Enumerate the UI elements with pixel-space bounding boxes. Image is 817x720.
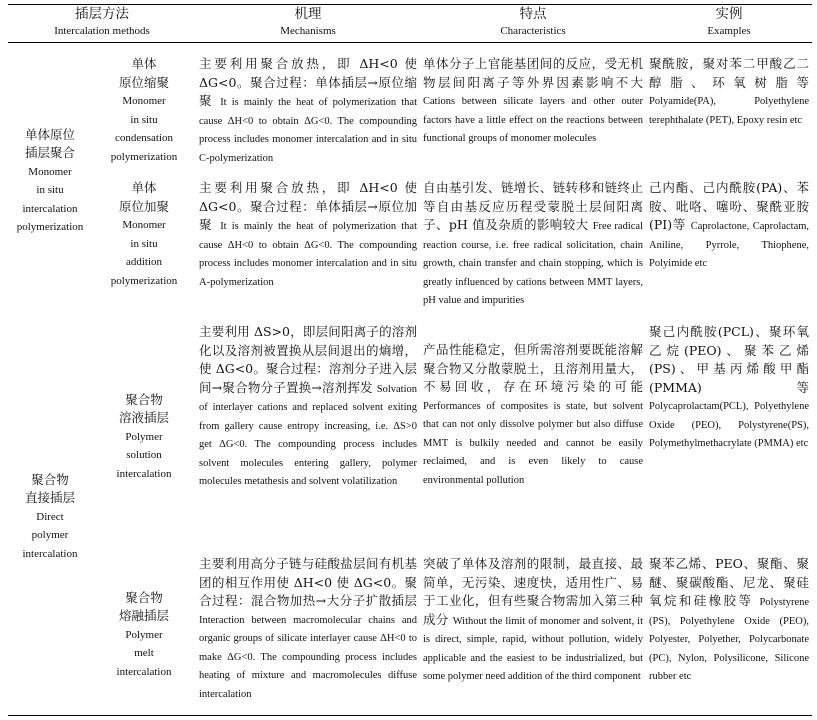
examples-cell: 己内酯、己内酰胺(PA)、苯胺、吡咯、噻吩、聚酰亚胺(PI)等 Caprolactone, Caprolactam, Aniline, Pyrrole, Thiophene, Polyimide etc	[649, 180, 810, 269]
group-monomer-in-situ: 单体原位 插层聚合 Monomer in situ intercalation polymerization	[16, 126, 84, 233]
mechanism-cell: 主要利用 ΔS>0，即层间阳离子的溶剂化以及溶剂被置换从层间退出的熵增，使 ΔG<0。聚合过程：溶剂分子进入层间→聚合物分子置换→溶剂挥发 Solvation of interlayer cations and replaced solvent exiting from gallery cause entropy increasing, i.e. ΔS>0 get ΔG<0. The compounding process includes solvent molecules entering gallery, polymer molecules metathesis and solvent volatilization	[199, 324, 418, 487]
table-row	[8, 551, 812, 716]
subtype-cell: 聚合物 溶液插层 Polymer solution intercalation	[116, 391, 172, 480]
examples-cell: 聚苯乙烯、PEO、聚酯、聚醚、聚碳酸酯、尼龙、聚硅氧烷和硅橡胶等 Polystyrene (PS), Polyethylene Oxide (PEO), Polyester, Polyether, Polycarbonate (PC), Nylon, Polysilicone, Silicone rubber etc	[649, 556, 810, 682]
examples-cell: 聚己内酰胺(PCL)、聚环氧乙烷(PEO)、聚苯乙烯(PS)、甲基丙烯酸甲酯(PMMA)等 Polycaprolactam(PCL), Polyethylene Oxide (PEO), Polystyrene(PS), Polymethylmethacrylate (PMMA) etc	[649, 324, 810, 449]
mechanism-cell: 主要利用聚合放热，即 ΔH<0 使 ΔG<0。聚合过程：单体插层→原位加聚 It is mainly the heat of polymerization that cause ΔH<0 to obtain ΔG<0. The compounding process includes monomer intercalation and in situ A-polymerization	[199, 180, 418, 288]
header-method: 插层方法 Intercalation methods	[54, 6, 150, 37]
table-row	[8, 319, 812, 551]
table-row	[8, 43, 812, 174]
table-row	[8, 173, 812, 319]
header-mechanism: 机理 Mechanisms	[280, 6, 336, 37]
header-examples: 实例 Examples	[707, 6, 751, 37]
characteristics-cell: 自由基引发、链增长、链转移和链终止等自由基反应历程受蒙脱土层间阳离子、pH 值及杂质的影响较大 Free radical reaction course, i.e. free radical solicitation, chain growth, chain transfer and chain stopping, which is greatly influenced by cations between MMT layers, pH value and impurities	[423, 180, 644, 306]
intercalation-methods-table	[8, 4, 812, 716]
group-direct-polymer: 聚合物 直接插层 Direct polymer intercalation	[22, 471, 78, 560]
mechanism-cell: 主要利用聚合放热，即 ΔH<0 使 ΔG<0。聚合过程：单体插层→原位缩聚 It is mainly the heat of polymerization that cause ΔH<0 to obtain ΔG<0. The compounding process includes monomer intercalation and in situ C-polymerization	[199, 56, 418, 164]
header-row	[8, 5, 812, 43]
examples-cell: 聚酰胺，聚对苯二甲酸乙二醇脂、环氧树脂等 Polyamide(PA), Polyethylene terephthalate (PET), Epoxy resin etc	[649, 56, 810, 126]
subtype-cell: 单体 原位缩聚 Monomer in situ condensation polymerization	[110, 56, 178, 163]
characteristics-cell: 突破了单体及溶剂的限制，最直接、最简单，无污染、速度快，适用性广、易于工业化，但有些聚合物需加入第三种成分 Without the limit of monomer and solvent, it is direct, simple, rapid, without pollution, widely applicable and the easiest to be industrialized, but some polymer need addition of the third component	[423, 556, 644, 682]
header-characteristics: 特点 Characteristics	[500, 6, 566, 37]
characteristics-cell: 单体分子上官能基团间的反应，受无机物层间阳离子等外界因素影响不大 Cations between silicate layers and other outer factors have a little effect on the reactions between functional groups of monomer molecules	[423, 56, 644, 144]
mechanism-cell: 主要利用高分子链与硅酸盐层间有机基团的相互作用使 ΔH<0 使 ΔG<0。聚合过程：混合物加热→大分子扩散插层 Interaction between macromolecular chains and organic groups of silicate interlayer cause ΔH<0 to make ΔG<0. The compounding process includes heating of mixture and macromolecules diffuse intercalation	[199, 556, 418, 700]
subtype-cell: 单体 原位加聚 Monomer in situ addition polymerization	[110, 180, 178, 287]
characteristics-cell: 产品性能稳定，但所需溶剂要既能溶解聚合物又分散蒙脱土，且溶剂用量大，不易回收，存在环境污染的可能 Performances of composites is state, but solvent that can not only dissolve polymer but also diffuse MMT is bulkily needed and cannot be easily reclaimed, and is even likely to cause environmental pollution	[423, 342, 644, 486]
subtype-cell: 聚合物 熔融插层 Polymer melt intercalation	[116, 589, 172, 678]
